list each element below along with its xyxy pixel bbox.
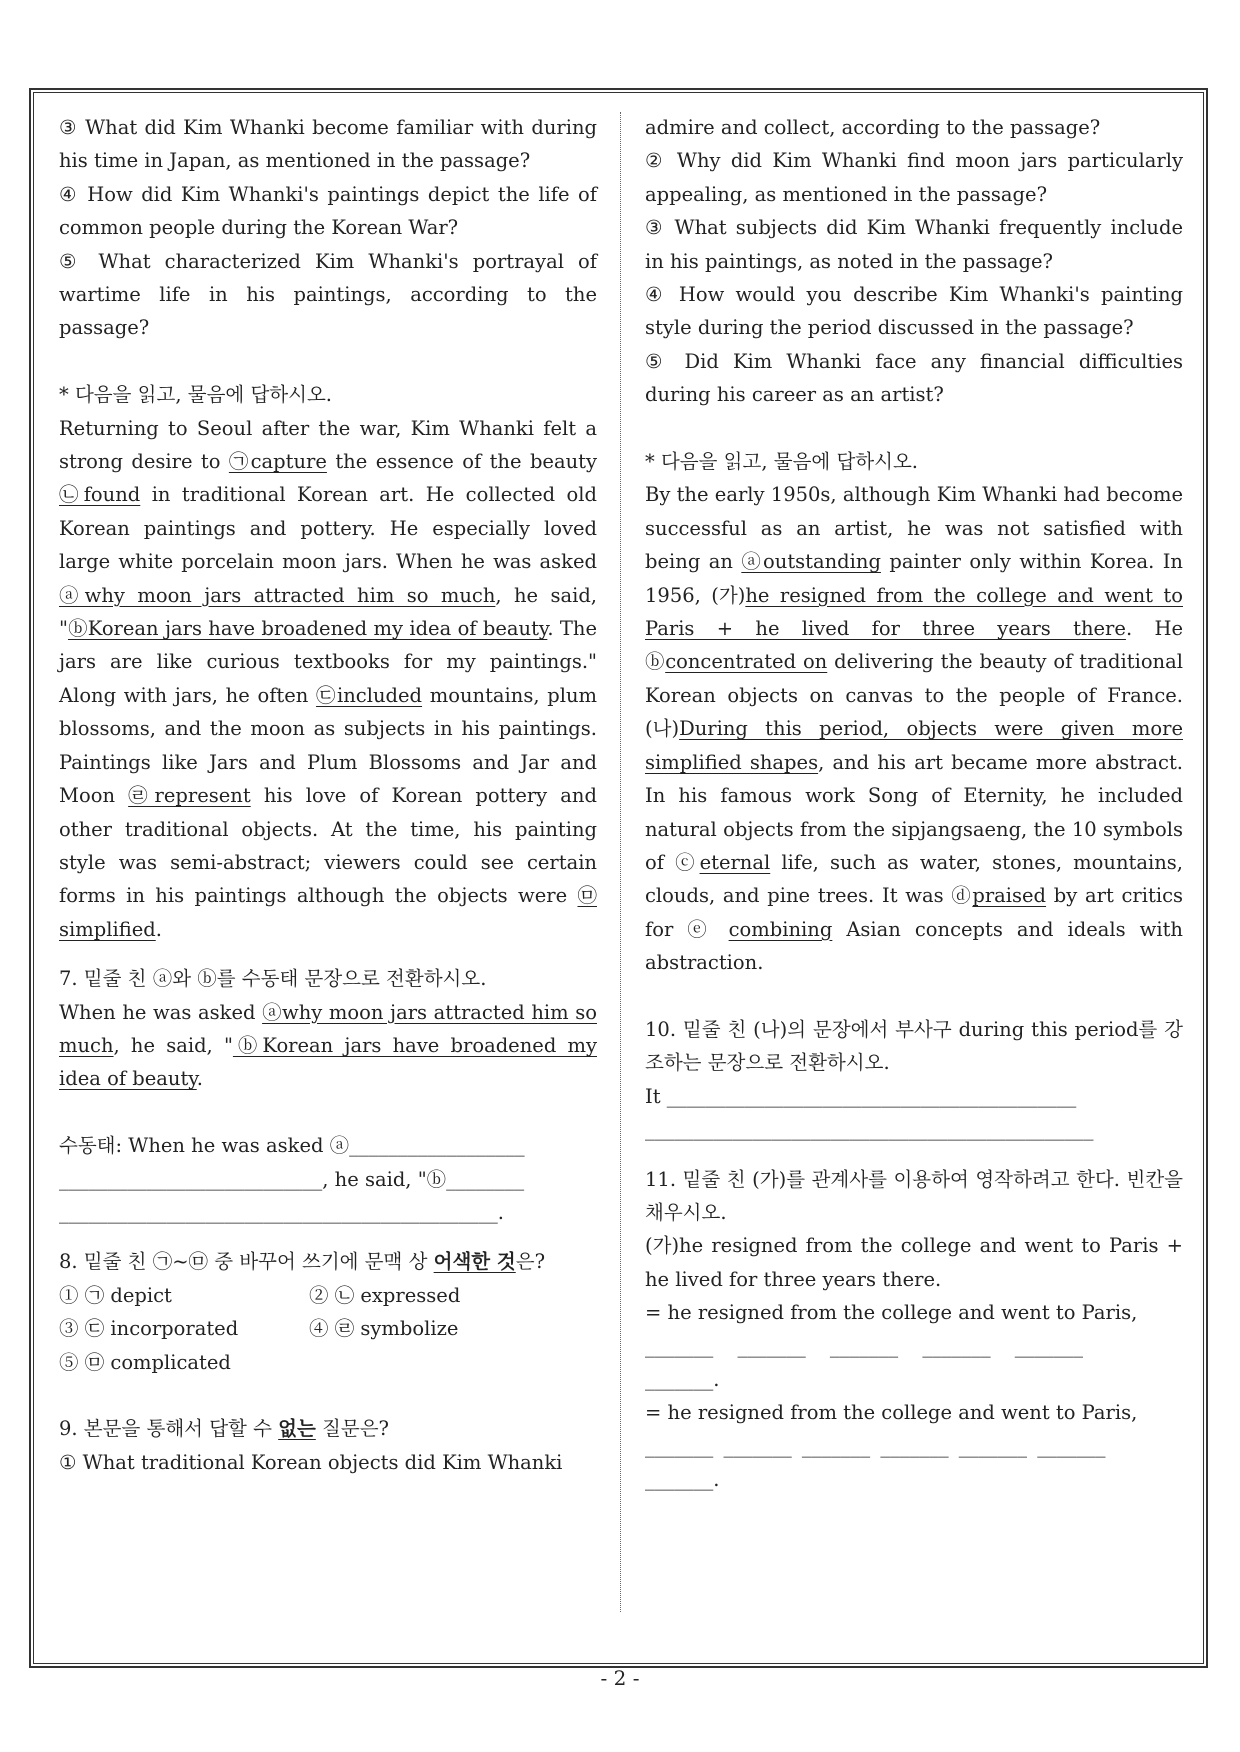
passage: By the early 1950s, although Kim Whanki had become successful as an artist, he was not satisfied with being an ⓐoutstanding painter only within Korea. In 1956, (가)he resigned from the college and went to Paris + he lived for three years there. He ⓑconcentrated on delivering the beauty of traditional Korean objects on canvas to the people of France. (나)During this period, objects were given more simplified shapes, and his art became more abstract. In his famous work Song of Eternity, he included natural objects from the sipjangsaeng, the 10 symbols of ⓒeternal life, such as water, stones, mountains, clouds, and pine trees. It was ⓓpraised by art critics for ⓔ combining Asian concepts and ideals with abstraction. [645, 483, 1183, 975]
q11-given: (가)he resigned from the college and went to Paris + he lived for three years there. [645, 1234, 1183, 1291]
q8-option-1[interactable]: ① ㉠ depict [59, 1283, 172, 1307]
q11-answer-1-end[interactable]: _______. [645, 1368, 720, 1391]
q9-option-3[interactable]: ③ What subjects did Kim Whanki frequently include in his paintings, as noted in the passage? [645, 216, 1183, 273]
q11-answer-2-end[interactable]: _______. [645, 1468, 720, 1492]
q8-option-2[interactable]: ② ㉡ expressed [309, 1283, 461, 1307]
instruction: * 다음을 읽고, 물음에 답하시오. [59, 383, 332, 407]
q9-option-1-end[interactable]: admire and collect, according to the passage? [645, 116, 1101, 139]
q11-answer-1-blanks[interactable]: _______ _______ _______ _______ _______ [645, 1334, 1084, 1358]
q11-answer-1-start: = he resigned from the college and went to Paris, [645, 1301, 1138, 1325]
q8-option-5[interactable]: ⑤ ㉤ complicated [59, 1350, 231, 1374]
q6-option-4: ④ How did Kim Whanki's paintings depict the life of common people during the Korean War? [59, 182, 597, 240]
right-column [645, 111, 1183, 1497]
q10-answer-line-2[interactable]: ______________________________________________ [645, 1118, 1094, 1142]
q9-option-1-start[interactable]: ① What traditional Korean objects did Kim Whanki [59, 1450, 563, 1474]
q7-sentence: When he was asked ⓐwhy moon jars attracted him so much, he said, "ⓑKorean jars have broadened my idea of beauty. [59, 1000, 597, 1091]
q6-option-3: ③ What did Kim Whanki become familiar with during his time in Japan, as mentioned in the passage? [59, 116, 597, 173]
q8-option-4[interactable]: ④ ㉣ symbolize [309, 1317, 459, 1341]
q9-title: 9. 본문을 통해서 답할 수 없는 질문은? [59, 1417, 389, 1441]
q7-answer-line-3[interactable]: _____________________________________________. [59, 1200, 504, 1224]
q9-option-5[interactable]: ⑤ Did Kim Whanki face any financial difficulties during his career as an artist? [645, 349, 1183, 407]
q11-answer-2-blanks[interactable]: _______ _______ _______ _______ _______ _______ [645, 1434, 1106, 1458]
passage: Returning to Seoul after the war, Kim Whanki felt a strong desire to ㉠capture the essence of the beauty ㉡found in traditional Korean art. He collected old Korean paintings and pottery. He especially loved large white porcelain moon jars. When he was asked ⓐwhy moon jars attracted him so much, he said, "ⓑKorean jars have broadened my idea of beauty. The jars are like curious textbooks for my paintings." Along with jars, he often ㉢included mountains, plum blossoms, and the moon as subjects in his paintings. Paintings like Jars and Plum Blossoms and Jar and Moon ㉣represent his love of Korean pottery and other traditional objects. At the time, his painting style was semi-abstract; viewers could see certain forms in his paintings although the objects were ㉤simplified. [59, 416, 598, 941]
q9-option-2[interactable]: ② Why did Kim Whanki find moon jars particularly appealing, as mentioned in the passage? [645, 149, 1183, 206]
instruction: * 다음을 읽고, 물음에 답하시오. [645, 450, 918, 474]
q8-options [59, 1279, 597, 1379]
q7-title: 7. 밑줄 친 ⓐ와 ⓑ를 수동태 문장으로 전환하시오. [59, 967, 487, 991]
q8-option-3[interactable]: ③ ㉢ incorporated [59, 1317, 239, 1341]
q6-option-5: ⑤ What characterized Kim Whanki's portrayal of wartime life in his paintings, according to the passage? [59, 249, 597, 340]
q9-option-4[interactable]: ④ How would you describe Kim Whanki's painting style during the period discussed in the passage? [645, 283, 1183, 340]
q7-answer-line-2[interactable]: ___________________________, he said, "ⓑ________ [59, 1167, 525, 1191]
column-divider [620, 112, 621, 1612]
left-column [59, 111, 597, 1479]
q8-title: 8. 밑줄 친 ㉠~㉤ 중 바꾸어 쓰기에 문맥 상 어색한 것은? [59, 1250, 546, 1274]
q10-title: 10. 밑줄 친 (나)의 문장에서 부사구 during this period를 강조하는 문장으로 전환하시오. [645, 1017, 1183, 1075]
q7-answer-line-1[interactable]: 수동태: When he was asked ⓐ__________________ [59, 1134, 525, 1158]
q10-answer-line-1[interactable]: It __________________________________________ [645, 1084, 1077, 1108]
q11-answer-2-start: = he resigned from the college and went to Paris, [645, 1401, 1138, 1425]
q11-title: 11. 밑줄 친 (가)를 관계사를 이용하여 영작하려고 한다. 빈칸을 채우시오. [645, 1167, 1183, 1224]
page-number: - 2 - [600, 1666, 640, 1690]
